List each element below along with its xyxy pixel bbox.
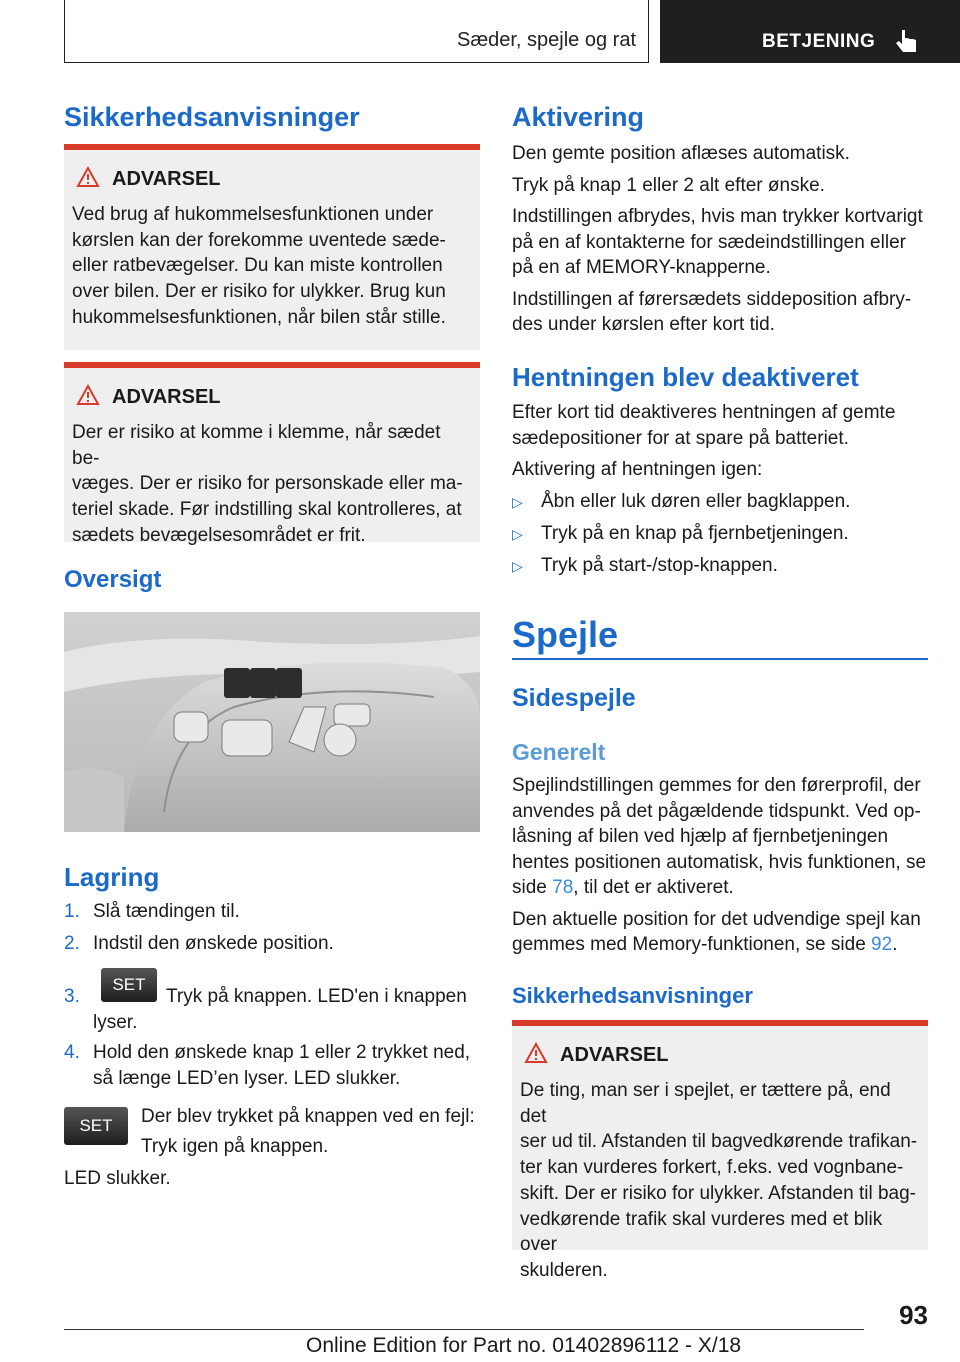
list-item: 4. [64, 1042, 80, 1063]
page-link-78[interactable]: 78 [552, 877, 574, 898]
warning-label: ADVARSEL [112, 168, 221, 190]
footer-edition: Online Edition for Part no. 01402896112 - X/18 [306, 1334, 742, 1357]
list-item: 1. Slå tændingen til. [64, 901, 240, 922]
header-section-box [64, 0, 649, 63]
header-chapter-title: BETJENING [762, 31, 876, 52]
set-button-image-error: SET [64, 1107, 128, 1145]
deactivated-title: Hentningen blev deaktiveret [512, 362, 859, 392]
deactivated-text: Efter kort tid deaktiveres hentningen af gemte sædepositioner for at spare på batteriet. Aktivering af hentningen igen: [512, 402, 896, 480]
step-3-text-cont: lyser. [93, 1012, 138, 1033]
warning-box-mirror [512, 1020, 928, 1281]
activation-text: Den gemte position aflæses automatisk. Tryk på knap 1 eller 2 alt efter ønske. Indstillingen afbrydes, hvis man trykker kortvarigt på en af kontakterne for sædeindstillingen eller på en af MEMORY-knapperne. Indstillingen af førersædets siddeposition afbry- des under kørslen efter kort tid. [512, 143, 923, 335]
reactivate-bullets [512, 489, 928, 585]
set-button-image: SET [101, 968, 157, 1002]
activation-title: Aktivering [512, 102, 645, 132]
step-4-text: Hold den ønskede knap 1 eller 2 trykket ned, [93, 1042, 471, 1063]
triangle-bullet-icon: ▷ [512, 494, 523, 510]
storage-title: Lagring [64, 862, 160, 892]
warning-triangle-icon [76, 384, 100, 406]
page-link-92[interactable]: 92 [871, 934, 893, 955]
list-item: 3. [64, 986, 80, 1007]
list-item: ▷ Tryk på en knap på fjernbetjeningen. [512, 523, 849, 544]
step-4-text-cont: så længe LED’en lyser. LED slukker. [93, 1068, 401, 1089]
mirrors-title: Spejle [512, 614, 619, 655]
warning-label: ADVARSEL [112, 386, 221, 408]
seat-controls-illustration [64, 612, 480, 832]
left-title: Sikkerhedsanvisninger [64, 102, 360, 132]
led-off-note: LED slukker. [64, 1168, 171, 1189]
safety-title: Sikkerhedsanvisninger [512, 983, 753, 1008]
warning-text: Ved brug af hukommelsesfunktionen under kørslen kan der forekomme uventede sæde- eller ratbevægelser. Du kan miste kontrollen over bilen. Der er risiko for ulykker. Brug kun hukommelsesfunktionen, når bilen står stille. [72, 204, 446, 328]
general-title: Generelt [512, 739, 606, 765]
storage-steps-list [64, 899, 480, 963]
warning-label: ADVARSEL [560, 1044, 669, 1066]
overview-title: Oversigt [64, 566, 162, 593]
triangle-bullet-icon: ▷ [512, 558, 523, 574]
error-note-line: Der blev trykket på knappen ved en fejl: [141, 1106, 475, 1127]
side-mirrors-title: Sidespejle [512, 684, 636, 712]
warning-text: De ting, man ser i spejlet, er tættere på, end det ser ud til. Afstanden til bagvedkørende trafikan- ter kan vurderes forkert, f.eks. ved vognbane- skift. Der er risiko for ulykker. Afstanden til bag- vedkørende trafik skal vurderes med et blik over skulderen. [520, 1080, 918, 1281]
triangle-bullet-icon: ▷ [512, 526, 523, 542]
list-item: ▷ Tryk på start-/stop-knappen. [512, 555, 778, 576]
list-item: 2. Indstil den ønskede position. [64, 933, 334, 954]
warning-box-pinch [64, 362, 480, 546]
warning-text: Der er risiko at komme i klemme, når sædet be- væges. Der er risiko for personskade eller ma- teriel skade. Før indstilling skal kontrolleres, at sædets bevægelsesområdet er frit. [72, 422, 463, 546]
header-section-title: Sæder, spejle og rat [457, 29, 636, 51]
hand-pointer-icon [892, 26, 922, 56]
warning-box-memory [64, 144, 480, 350]
page-number: 93 [899, 1300, 928, 1330]
step-3-text: Tryk på knappen. LED'en i knappen [166, 986, 467, 1007]
footer-rule [64, 1329, 864, 1330]
mirrors-rule [512, 658, 928, 660]
list-item: ▷ Åbn eller luk døren eller bagklappen. [512, 491, 851, 512]
warning-triangle-icon [76, 166, 100, 188]
error-note-line: Tryk igen på knappen. [141, 1136, 329, 1157]
general-text: Spejlindstillingen gemmes for den førerprofil, der anvendes på det pågældende tidspunkt. Ved op- låsning af bilen ved hjælp af fjernbetjeningen hentes positionen automatisk, hvis funktionen, se side 78, til det er aktiveret. Den aktuelle position for det udvendige spejl kan gemmes med Memory-funktionen, se side 92. [512, 775, 927, 955]
warning-triangle-icon [524, 1042, 548, 1064]
